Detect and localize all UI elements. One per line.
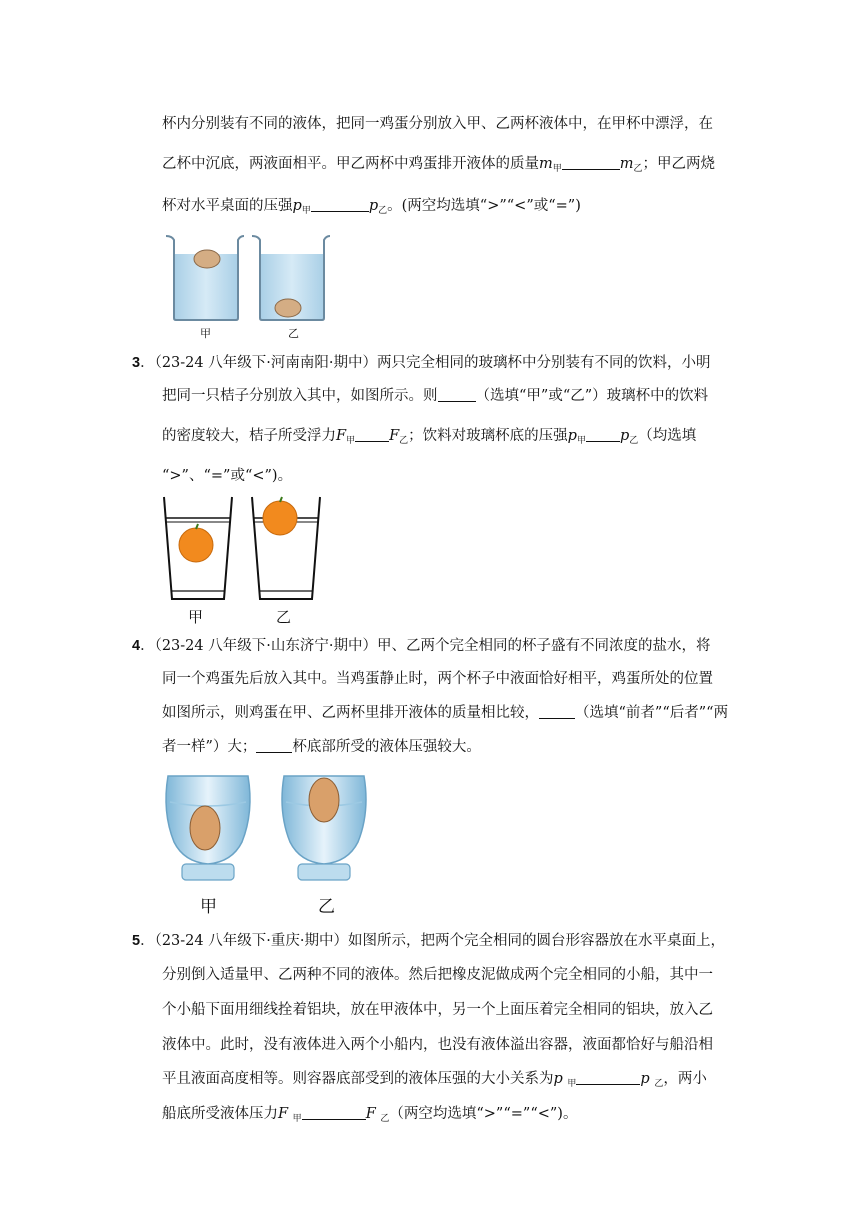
q2-figure-beakers	[162, 232, 342, 324]
q5-line-2: 分别倒入适量甲、乙两种不同的液体。然后把橡皮泥做成两个完全相同的小船，其中一	[162, 967, 713, 983]
answer-blank[interactable]	[562, 155, 620, 170]
q4-fig-label-b: 乙	[318, 897, 335, 917]
q4-line-2: 同一个鸡蛋先后放入其中。当鸡蛋静止时，两个杯子中液面恰好相平，鸡蛋所处的位置	[162, 671, 713, 687]
q4-figure-cups	[160, 772, 370, 884]
q5-line-3: 个小船下面用细线拴着铝块，放在甲液体中，另一个上面压着完全相同的铝块，放入乙	[162, 1002, 713, 1018]
q4-line-4: 者一样”）大； 杯底部所受的液体压强较大。	[162, 739, 481, 755]
beaker-b	[252, 236, 330, 320]
q3-line-2: 把同一只桔子分别放入其中，如图所示。则 （选填“甲”或“乙”）玻璃杯中的饮料	[162, 388, 709, 404]
q3-line-3: 的密度较大，桔子所受浮力$F_甲$ $F_乙$；饮料对玻璃杯底的压强$p_甲$ $p_乙$（均选填	[162, 428, 697, 446]
q2-line-1: 杯内分别装有不同的液体，把同一鸡蛋分别放入甲、乙两杯液体中，在甲杯中漂浮，在	[162, 116, 713, 132]
q3-line-4: “>”、“=”或“<”)。	[162, 468, 293, 484]
answer-blank[interactable]	[302, 1105, 366, 1120]
cup-a	[166, 776, 250, 880]
answer-blank[interactable]	[539, 704, 575, 719]
q4-fig-label-a: 甲	[200, 897, 217, 917]
glass-b	[252, 497, 320, 599]
q5-line-4: 液体中。此时，没有液体进入两个小船内，也没有液体溢出容器，液面都恰好与船沿相	[162, 1037, 713, 1053]
answer-blank[interactable]	[256, 738, 292, 753]
q3-fig-label-a: 甲	[188, 608, 204, 626]
q3-line-1: 3．（23-24 八年级下·河南南阳·期中）两只完全相同的玻璃杯中分别装有不同的饮料，小明	[132, 355, 711, 371]
q2-fig-label-b: 乙	[288, 327, 299, 340]
q5-line-1: 5．（23-24 八年级下·重庆·期中）如图所示，把两个完全相同的圆台形容器放在水平桌面上，	[132, 933, 725, 949]
answer-blank[interactable]	[311, 197, 369, 212]
answer-blank[interactable]	[576, 1070, 640, 1085]
answer-blank[interactable]	[586, 427, 620, 442]
glass-a	[164, 497, 232, 599]
q2-line-2: 乙杯中沉底，两液面相平。甲乙两杯中鸡蛋排开液体的质量$m_甲$ $m_乙$；甲乙两烧	[162, 156, 716, 174]
cup-b	[282, 776, 366, 880]
q5-line-6: 船底所受液体压力F $_甲$ F $_乙$（两空均选填“>”“=”“<”)。	[162, 1106, 578, 1124]
q3-figure-glasses	[160, 493, 330, 603]
answer-blank[interactable]	[438, 387, 476, 402]
q4-line-3: 如图所示，则鸡蛋在甲、乙两杯里排开液体的质量相比较， （选填“前者”“后者”“两	[162, 705, 729, 721]
q2-fig-label-a: 甲	[200, 327, 211, 340]
q5-line-5: 平且液面高度相等。则容器底部受到的液体压强的大小关系为p $_甲$ p $_乙$，两小	[162, 1071, 707, 1089]
answer-blank[interactable]	[355, 427, 389, 442]
q4-line-1: 4．（23-24 八年级下·山东济宁·期中）甲、乙两个完全相同的杯子盛有不同浓度的盐水，将	[132, 638, 711, 654]
q3-fig-label-b: 乙	[276, 608, 292, 626]
beaker-a	[166, 236, 244, 320]
q2-line-3: 杯对水平桌面的压强$p_甲$ $p_乙$。(两空均选填“>”“<”或“=”)	[162, 198, 581, 216]
